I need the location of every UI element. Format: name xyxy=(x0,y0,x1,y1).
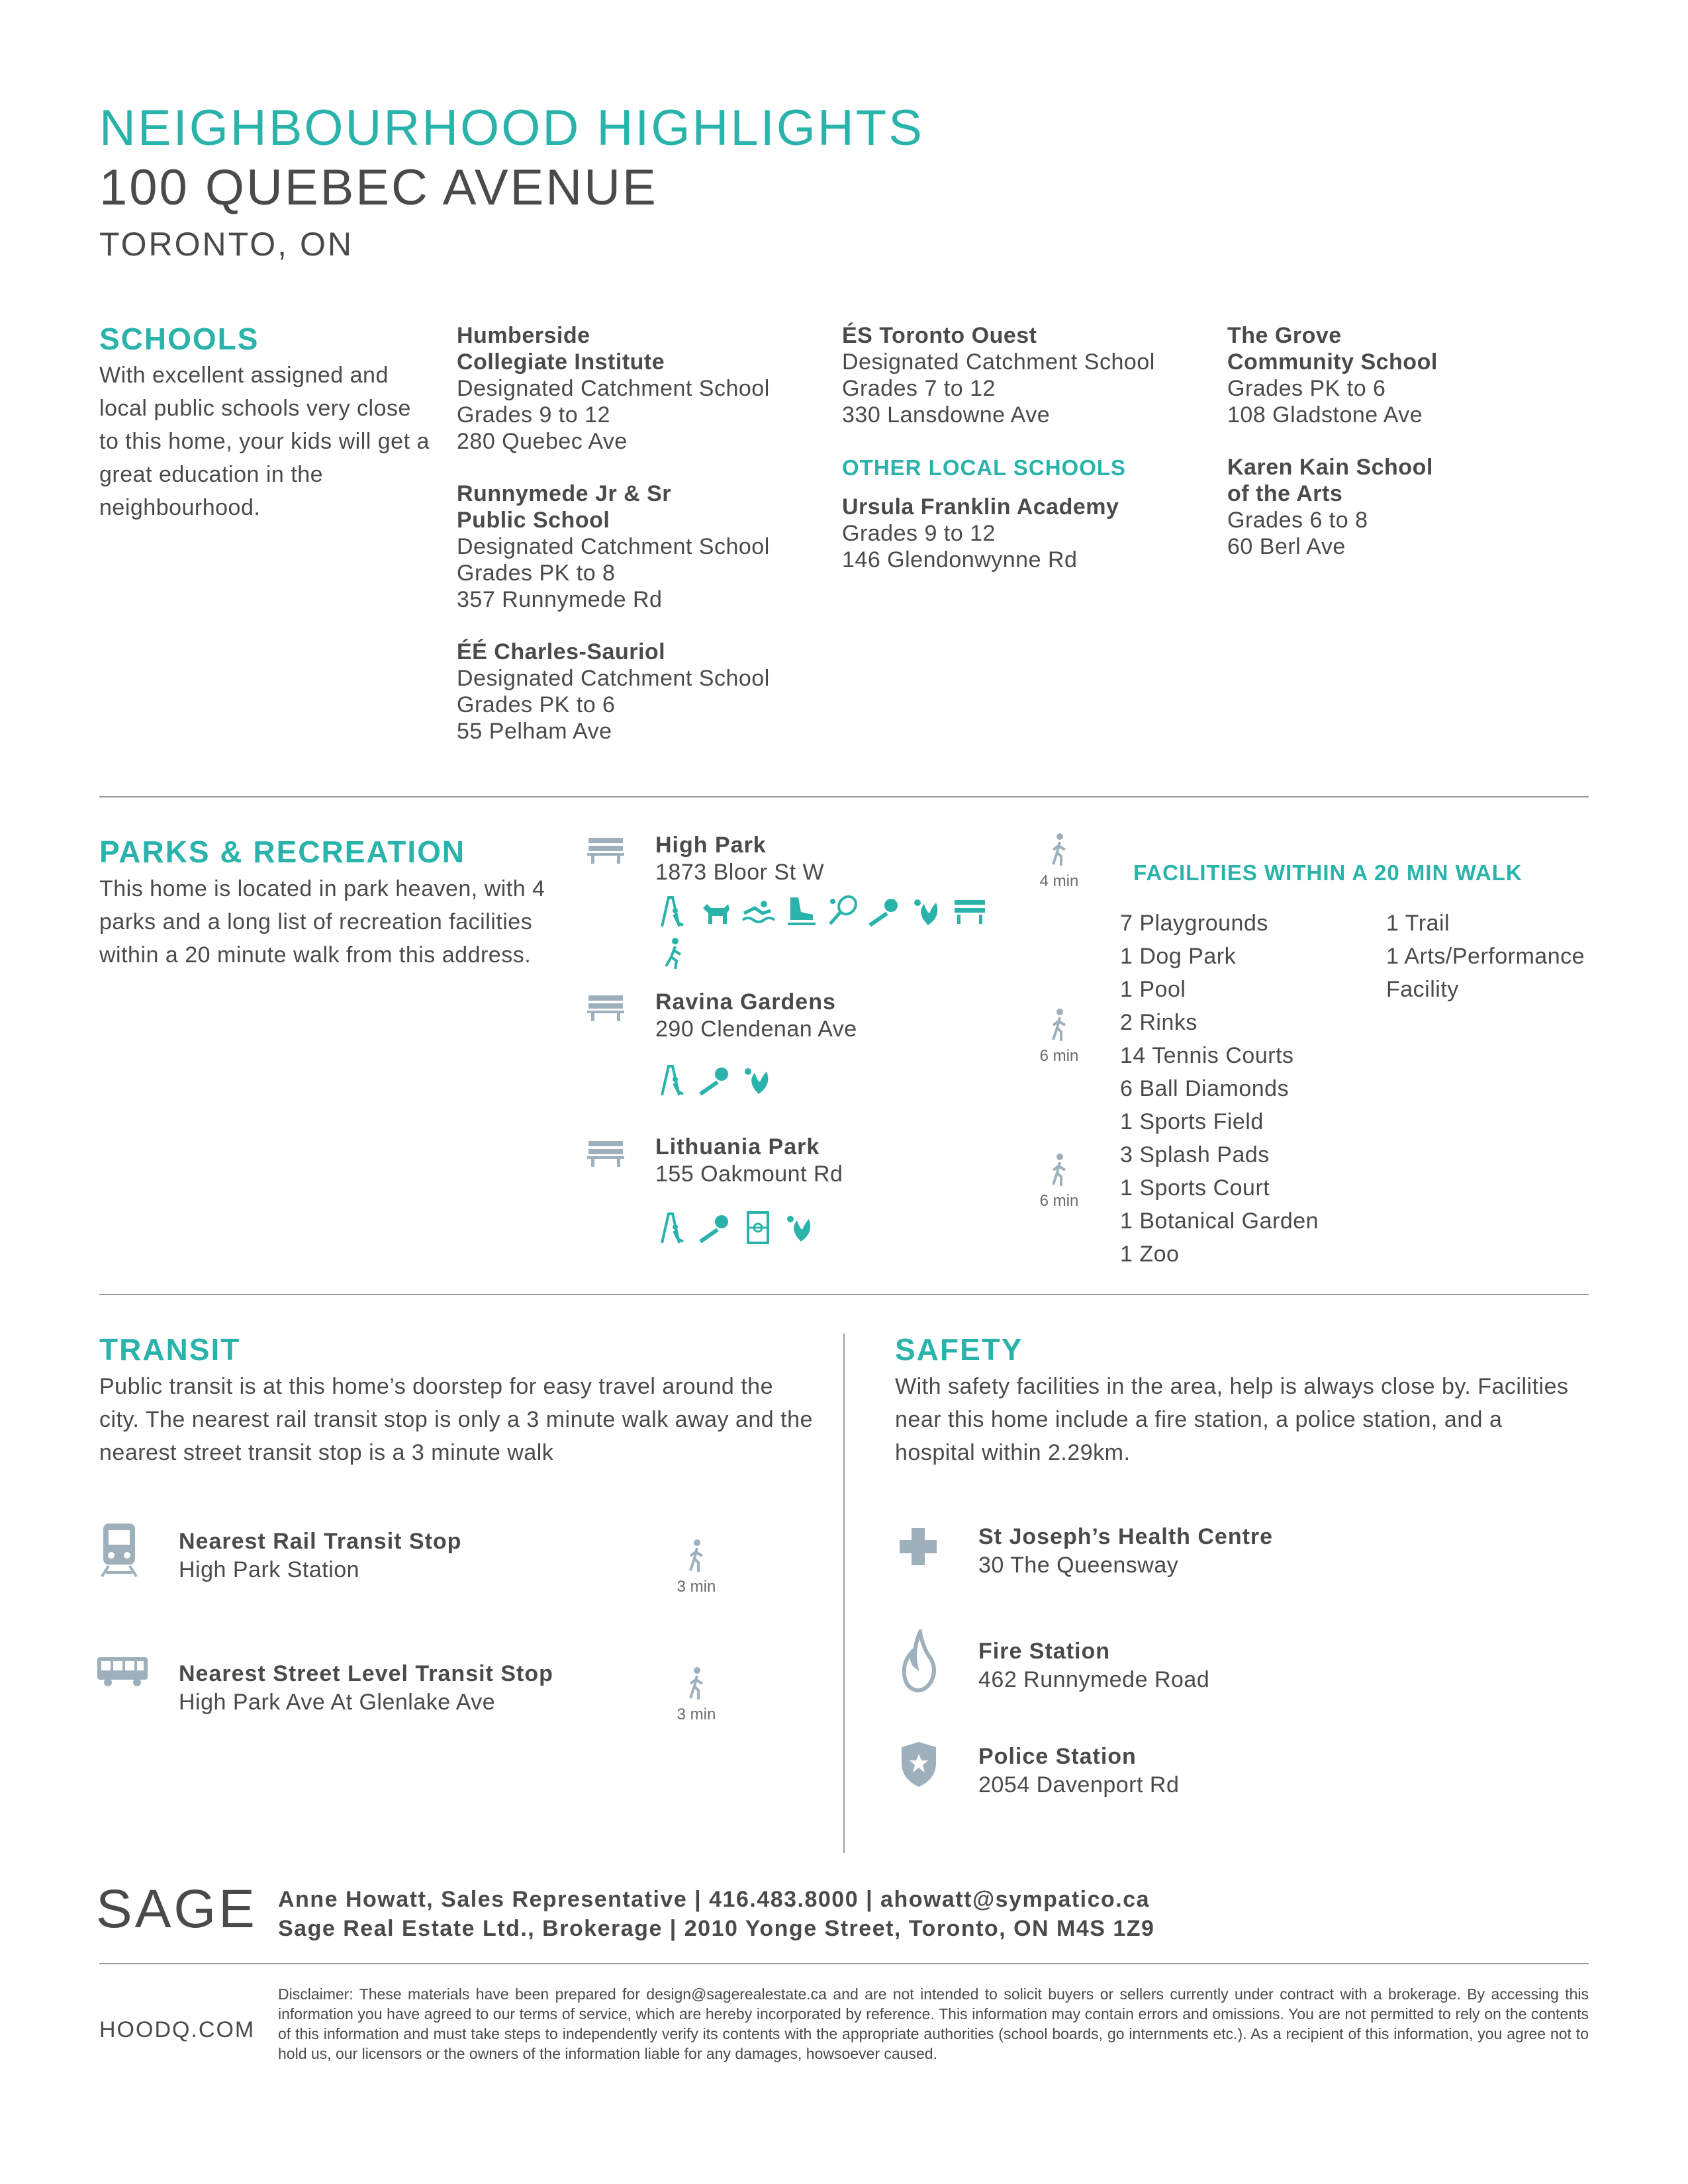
disclaimer: Disclaimer: These materials have been prepared for design@sagerealestate.ca and are not intended to solicit buyers or sellers currently under contract with a brokerage. By accessing this information you have agreed to our terms of service, which are hereby incorporated by reference. This information may contain errors and omissions. You are not permitted to rely on the contents of this information and must take steps to independently verify its contents with the appropriate authorities (school boards, go internments etc.). As a recipient of this information, you agree not to hold us, our licensors or the owners of the information liable for any damages, howsoever caused. xyxy=(278,1985,1589,2062)
safety-fire-station xyxy=(978,1639,1209,1693)
school-address: 55 Pelham Ave xyxy=(457,719,612,744)
tennis-icon xyxy=(825,893,861,929)
school-the-grove xyxy=(1227,322,1571,428)
park-address: 290 Clendenan Ave xyxy=(655,1017,857,1042)
safety-heading: SAFETY xyxy=(895,1332,1023,1367)
walking-icon xyxy=(1048,833,1070,867)
stop-label: Nearest Street Level Transit Stop xyxy=(179,1661,553,1686)
school-charles-sauriol xyxy=(457,639,841,745)
page-title: NEIGHBOURHOOD HIGHLIGHTS xyxy=(99,100,924,156)
other-schools-heading: OTHER LOCAL SCHOOLS xyxy=(842,455,1127,480)
park-lithuania-park xyxy=(655,1134,843,1187)
school-name-line2: Community School xyxy=(1227,349,1438,375)
lithuania-park-amenities xyxy=(655,1210,1000,1246)
walk-time: 6 min xyxy=(1039,1047,1079,1065)
dog-icon xyxy=(698,893,733,929)
school-type: Designated Catchment School xyxy=(842,349,1155,375)
safety-hospital xyxy=(978,1524,1273,1578)
park-high-park xyxy=(655,833,824,886)
facility-item: 7 Playgrounds xyxy=(1120,911,1268,936)
facility-item: 1 Botanical Garden xyxy=(1120,1208,1319,1234)
street-transit-stop xyxy=(179,1661,553,1715)
walk-time: 3 min xyxy=(677,1578,716,1596)
facility-item: 1 Trail xyxy=(1386,911,1450,936)
brokerage-contact: Sage Real Estate Ltd., Brokerage | 2010 Yonge Street, Toronto, ON M4S 1Z9 xyxy=(278,1916,1155,1941)
vertical-divider xyxy=(843,1334,845,1853)
school-name-line2: of the Arts xyxy=(1227,481,1343,506)
ball-icon xyxy=(698,1210,733,1246)
school-toronto-ouest xyxy=(842,322,1226,428)
schools-intro: With excellent assigned and local public schools very close to this home, your kids will get a great education in the neighbourhood. xyxy=(99,363,430,520)
park-name: Ravina Gardens xyxy=(655,989,836,1015)
walking-icon xyxy=(1048,1008,1070,1042)
school-name: Karen Kain School xyxy=(1227,455,1433,480)
skate-icon xyxy=(782,893,818,929)
school-address: 60 Berl Ave xyxy=(1227,534,1346,559)
school-address: 357 Runnymede Rd xyxy=(457,587,663,612)
property-address: 100 QUEBEC AVENUE xyxy=(99,159,658,216)
sage-logo: SAGE xyxy=(96,1879,258,1939)
school-grades: Grades 9 to 12 xyxy=(842,521,996,546)
place-name: Fire Station xyxy=(978,1639,1111,1664)
facility-item: 1 Sports Field xyxy=(1120,1109,1264,1134)
school-name: Ursula Franklin Academy xyxy=(842,494,1119,520)
school-name: ÉÉ Charles-Sauriol xyxy=(457,639,666,664)
parks-intro: This home is located in park heaven, with 4 parks and a long list of recreation facilities within a 20 minute walk from this address. xyxy=(99,876,545,968)
school-name: Humberside xyxy=(457,323,590,348)
high-park-amenities xyxy=(655,893,1000,972)
field-icon xyxy=(740,1210,776,1246)
facility-item: 14 Tennis Courts xyxy=(1120,1043,1294,1068)
school-grades: Grades PK to 6 xyxy=(1227,376,1386,401)
facility-item: 2 Rinks xyxy=(1120,1010,1197,1035)
hoodq-link[interactable]: HOODQ.COM xyxy=(99,2017,256,2042)
park-address: 1873 Bloor St W xyxy=(655,860,825,885)
divider xyxy=(99,1963,1589,1964)
facility-item: 1 Zoo xyxy=(1120,1242,1180,1267)
school-grades: Grades PK to 6 xyxy=(457,692,616,717)
park-name: Lithuania Park xyxy=(655,1134,820,1160)
safety-intro: With safety facilities in the area, help is always close by. Facilities near this home include a fire station, a police station, and a hospital within 2.29km. xyxy=(895,1374,1569,1465)
school-grades: Grades 9 to 12 xyxy=(457,402,610,428)
facility-item: 1 Arts/Performance xyxy=(1386,944,1585,969)
school-name-line2: Collegiate Institute xyxy=(457,349,665,375)
parks-heading: PARKS & RECREATION xyxy=(99,835,466,869)
school-type: Designated Catchment School xyxy=(457,376,770,401)
school-name: Runnymede Jr & Sr xyxy=(457,481,672,506)
stop-name: High Park Ave At Glenlake Ave xyxy=(179,1690,496,1715)
playground-icon xyxy=(655,893,691,929)
park-address: 155 Oakmount Rd xyxy=(655,1161,843,1187)
school-address: 146 Glendonwynne Rd xyxy=(842,547,1078,572)
school-ursula-franklin xyxy=(842,494,1226,573)
walking-icon xyxy=(685,1666,708,1701)
walk-time: 4 min xyxy=(1039,872,1079,890)
school-type: Designated Catchment School xyxy=(457,534,770,559)
school-grades: Grades PK to 8 xyxy=(457,561,616,586)
divider xyxy=(99,796,1589,797)
rail-transit-stop xyxy=(179,1529,461,1583)
school-name: The Grove xyxy=(1227,323,1342,348)
bus-icon xyxy=(96,1656,149,1688)
splash-icon xyxy=(910,893,945,929)
transit-heading: TRANSIT xyxy=(99,1332,241,1367)
bench-icon xyxy=(586,993,626,1022)
school-humberside xyxy=(457,322,841,455)
stop-name: High Park Station xyxy=(179,1557,360,1582)
school-type: Designated Catchment School xyxy=(457,666,770,691)
bench-icon xyxy=(586,835,626,864)
school-address: 330 Lansdowne Ave xyxy=(842,402,1051,428)
walking-icon xyxy=(685,1539,708,1573)
trail-icon xyxy=(655,936,691,972)
bench-icon xyxy=(586,1138,626,1167)
school-grades: Grades 7 to 12 xyxy=(842,376,996,401)
school-runnymede xyxy=(457,480,841,613)
walk-time: 3 min xyxy=(677,1706,716,1723)
school-grades: Grades 6 to 8 xyxy=(1227,508,1368,533)
park-name: High Park xyxy=(655,833,767,858)
walking-icon xyxy=(1048,1153,1070,1187)
place-name: St Joseph’s Health Centre xyxy=(978,1524,1274,1549)
school-karen-kain xyxy=(1227,454,1571,560)
agent-contact: Anne Howatt, Sales Representative | 416.483.8000 | ahowatt@sympatico.ca xyxy=(278,1887,1150,1912)
playground-icon xyxy=(655,1210,691,1246)
property-city: TORONTO, ON xyxy=(99,226,353,263)
facility-item: 1 Dog Park xyxy=(1120,944,1237,969)
facility-item: Facility xyxy=(1386,977,1459,1002)
train-icon xyxy=(99,1521,139,1578)
walk-time: 6 min xyxy=(1039,1192,1079,1210)
playground-icon xyxy=(655,1062,691,1098)
hospital-cross-icon xyxy=(897,1525,939,1568)
ball-icon xyxy=(698,1062,733,1098)
facilities-list xyxy=(1120,907,1385,1271)
ravina-gardens-amenities xyxy=(655,1062,1000,1098)
school-name: ÉS Toronto Ouest xyxy=(842,323,1037,348)
pool-icon xyxy=(740,893,776,929)
place-address: 462 Runnymede Road xyxy=(978,1667,1210,1692)
police-badge-icon xyxy=(900,1741,937,1788)
facility-item: 1 Pool xyxy=(1120,977,1186,1002)
park-ravina-gardens xyxy=(655,989,857,1042)
facilities-heading: FACILITIES WITHIN A 20 MIN WALK xyxy=(1133,860,1523,885)
facilities-list-col2 xyxy=(1386,907,1664,1006)
safety-police-station xyxy=(978,1744,1179,1798)
place-address: 2054 Davenport Rd xyxy=(978,1772,1180,1797)
divider xyxy=(99,1294,1589,1295)
facility-item: 6 Ball Diamonds xyxy=(1120,1076,1289,1101)
fire-icon xyxy=(900,1629,937,1693)
ball-icon xyxy=(867,893,903,929)
facility-item: 3 Splash Pads xyxy=(1120,1142,1270,1167)
schools-heading: SCHOOLS xyxy=(99,322,259,356)
stop-label: Nearest Rail Transit Stop xyxy=(179,1529,462,1554)
place-address: 30 The Queensway xyxy=(978,1553,1179,1578)
school-address: 280 Quebec Ave xyxy=(457,429,628,454)
place-name: Police Station xyxy=(978,1744,1137,1769)
facility-item: 1 Sports Court xyxy=(1120,1175,1270,1201)
splash-icon xyxy=(740,1062,776,1098)
school-address: 108 Gladstone Ave xyxy=(1227,402,1423,428)
transit-intro: Public transit is at this home’s doorstep for easy travel around the city. The nearest rail transit stop is only a 3 minute walk away and the nearest street transit stop is a 3 minute walk xyxy=(99,1374,813,1465)
bench-icon xyxy=(952,893,988,929)
school-name-line2: Public School xyxy=(457,508,610,533)
splash-icon xyxy=(782,1210,818,1246)
